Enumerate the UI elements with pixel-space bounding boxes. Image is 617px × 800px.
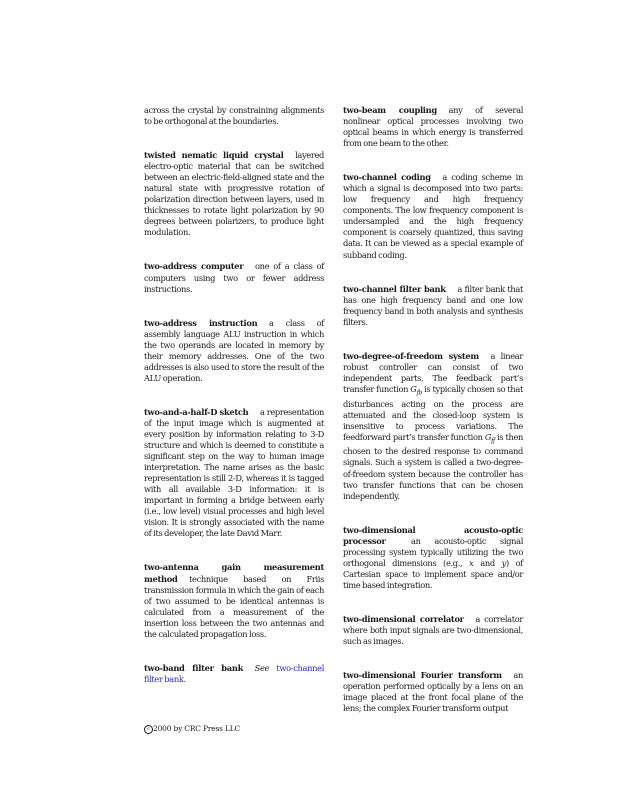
right-column: [343, 105, 523, 737]
definition-part: is typically chosen so that disturbances acting on the process are attenuated and the closed-loop system is insensitive to process variations. The feedforward part’s transfer function: [343, 383, 523, 442]
copyright-text: 2000 by CRC Press LLC: [153, 724, 241, 733]
entry-two-channel-filter-bank: [343, 284, 523, 328]
entry-definition: one of a class of computers using two or fewer address instructions.: [144, 261, 324, 294]
cross-reference-link[interactable]: two-channel filter bank: [144, 662, 324, 684]
entry-term: two-dimensional Fourier transform: [343, 670, 502, 681]
entry-term: two-degree-of-freedom system: [343, 350, 479, 361]
entry-two-antenna-gain-measurement-method: [144, 562, 324, 639]
entry-definition: a coding scheme in which a signal is decomposed into two parts: low frequency and high frequency components. The low frequency component is undersampled and the high frequency component is coarsely quantized, thus saving data. It can be viewed as a special example of subband coding.: [343, 172, 523, 260]
entry-term: two-channel coding: [343, 172, 431, 183]
math-g-ff: $G_{ff}$: [484, 431, 495, 445]
entry-two-beam-coupling: [343, 105, 523, 149]
entry-definition: a filter bank that has one high frequency band and one low frequency band in both analysis and synthesis filters.: [343, 283, 523, 327]
entry-two-and-a-half-d-sketch: [144, 407, 324, 540]
entry-term: two-address instruction: [144, 317, 258, 328]
entry-definition: any of several nonlinear optical processes involving two optical beams in which energy is transferred from one beam to the other.: [343, 105, 523, 149]
entry-two-address-computer: [144, 261, 324, 294]
entry-two-channel-coding: [343, 172, 523, 260]
left-column: [144, 105, 324, 708]
math-subscript: ff: [491, 437, 495, 445]
entry-term: two-and-a-half-D sketch: [144, 406, 249, 417]
entry-term: two-address computer: [144, 261, 244, 272]
see-tail: .: [183, 673, 186, 684]
definition-part: is then chosen to the desired response to command signals. Such a system is called a two-degree-of-freedom system because the controller has two transfer functions that can be chosen independently.: [343, 431, 523, 501]
entry-definition: a representation of the input image which is augmented at every position by information relating to 3-D structure and which is deemed to constitute a significant step on the way to human image interpretation. The name arises as the basic representation is still 2-D, whereas it is tagged with all available 3-D information: it is important in forming a bridge between early (i.e., low level) visual processes and high level vision. It is strongly associated with the name of its developer, the late David Marr.: [144, 406, 324, 539]
entry-two-band-filter-bank: [144, 663, 324, 685]
entry-two-dimensional-acousto-optic-processor: [343, 525, 523, 591]
entry-two-degree-of-freedom-system: [343, 351, 523, 502]
entry-term: two-antenna gain measurement method: [144, 562, 324, 584]
continuation-text: across the crystal by constraining alignments to be orthogonal at the boundaries.: [144, 105, 324, 127]
entry-definition: technique based on Friis transmission formula in which the gain of each of two assumed to be identical antennas is calculated from a measurement of the insertion loss between the two antennas and the calculated propagation loss.: [144, 573, 324, 639]
entry-term: two-beam coupling: [343, 105, 437, 115]
definition-part: a linear robust controller can consist of two independent parts. The feedback part’s transfer function: [343, 350, 523, 394]
entry-two-address-instruction: [144, 318, 324, 384]
definition-part: and: [473, 557, 502, 568]
entry-two-dimensional-correlator: [343, 614, 523, 647]
entry-two-dimensional-fourier-transform: [343, 670, 523, 714]
entry-twisted-nematic-liquid-crystal: [144, 150, 324, 238]
entry-definition: layered electro-optic material that can be switched between an electric-field-aligned state and the natural state with progressive rotation of polarization direction between layers, used in thicknesses to rotate light polarization by 90 degrees between polarizers, to produce light modulation.: [144, 150, 324, 238]
definition-part: an acousto-optic signal processing system typically utilizing the two orthogonal dimensions (e.g.,: [343, 535, 523, 568]
entry-term: two-dimensional correlator: [343, 613, 464, 624]
copyright-footer: [144, 724, 240, 734]
entry-term: two-band filter bank: [144, 662, 244, 673]
entry-term: two-channel filter bank: [343, 283, 446, 294]
math-y: y: [501, 557, 506, 568]
copyright-icon: c: [144, 725, 153, 734]
math-x: x: [469, 557, 474, 568]
math-g-fb: $G_{fb}$: [410, 383, 422, 397]
entry-definition: a class of assembly language ALU instruction in which the two operands are located in memory by their memory addresses. One of the two addresses is also used to store the result of the ALU operation.: [144, 317, 324, 383]
entry-term: twisted nematic liquid crystal: [144, 150, 284, 161]
entry-definition: an operation performed optically by a lens on an image placed at the front focal plane of the lens; the complex Fourier transform output: [343, 670, 523, 714]
entry-definition: a correlator where both input signals are two-dimensional, such as images.: [343, 613, 523, 647]
see-label: See: [254, 662, 270, 673]
math-subscript: fb: [416, 389, 422, 397]
entry-term: two-dimensional acousto-optic processor: [343, 524, 523, 546]
definition-part: ) of Cartesian space to implement space and/or time based integration.: [343, 557, 523, 590]
